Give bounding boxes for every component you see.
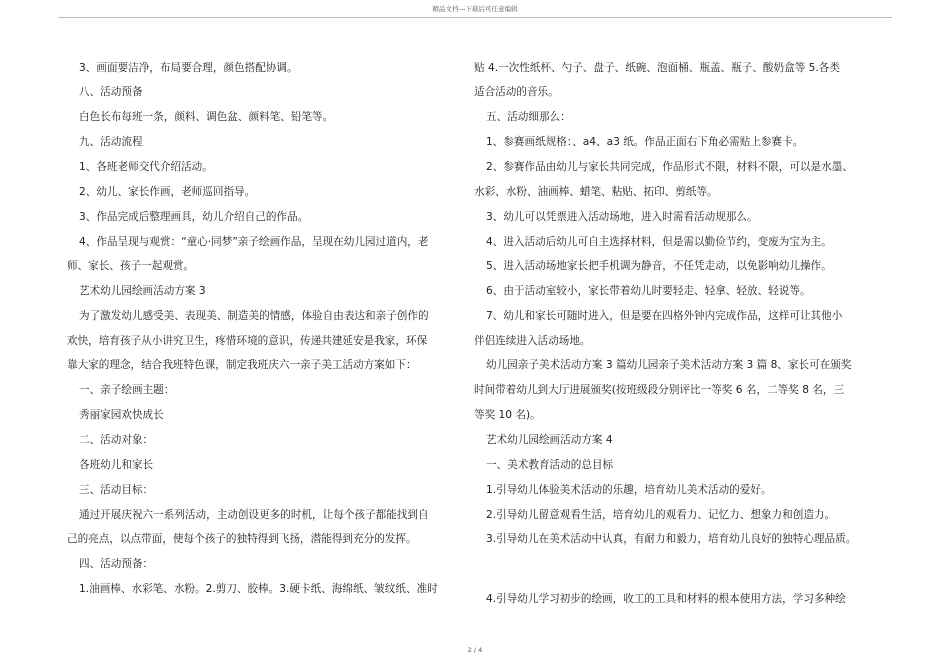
- page-number: 2 / 4: [467, 646, 483, 654]
- paragraph-line: 秀丽家园欢快成长: [79, 409, 164, 421]
- paragraph-line: 7、幼儿和家长可随时进入，但是要在四格外钟内完成作品，这样可让其他小: [486, 310, 843, 322]
- paragraph-line: 1、各班老师交代介绍活动。: [79, 161, 213, 173]
- section-title: 艺术幼儿园绘画活动方案 4: [486, 434, 613, 446]
- paragraph-line: 伴侣连续进入活动场地。: [474, 335, 591, 347]
- paragraph-line: 5、进入活动场地家长把手机调为静音，不任凭走动，以免影响幼儿操作。: [486, 260, 832, 272]
- paragraph-line: 1.引导幼儿体验美术活动的乐趣，培育幼儿美术活动的爱好。: [486, 484, 772, 496]
- paragraph-line: 2.引导幼儿留意观看生活，培育幼儿的观看力、记忆力、想象力和创造力。: [486, 509, 836, 521]
- page-header: 精品文档---下载后可任意编辑: [432, 5, 518, 13]
- paragraph-line: 幼儿园亲子美术活动方案 3 篇幼儿园亲子美术活动方案 3 篇 8、家长可在颁奖: [486, 359, 852, 371]
- paragraph-line: 通过开展庆祝六一系列活动，主动创设更多的时机，让每个孩子都能找到自: [79, 509, 429, 521]
- paragraph-line: 3、画面要洁净，布局要合理，颜色搭配协调。: [79, 62, 298, 74]
- paragraph-line: 3、作品完成后整理画具，幼儿介绍自己的作品。: [79, 211, 309, 223]
- paragraph-line: 欢快，培育孩子从小讲究卫生，疼惜环境的意识，传递共建延安是我家，环保: [67, 335, 428, 347]
- section-heading: 四、活动预备：: [79, 558, 154, 570]
- header-rule: [58, 17, 892, 18]
- paragraph-line: 师、家长、孩子一起观赏。: [67, 260, 195, 272]
- paragraph-line: 3、幼儿可以凭票进入活动场地，进入时需看活动规那么。: [486, 211, 758, 223]
- paragraph-line: 2、幼儿、家长作画，老师巡回指导。: [79, 186, 256, 198]
- paragraph-line: 1、参赛画纸规格：、a4、a3 纸。作品正面右下角必需贴上参赛卡。: [486, 136, 804, 148]
- paragraph-line: 时间带着幼儿到大厅进展颁奖(按班级段分别评比一等奖 6 名，二等奖 8 名，三: [474, 384, 845, 396]
- paragraph-line: 贴 4.一次性纸杯、勺子、盘子、纸碗、泡面桶、瓶盖、瓶子、酸奶盒等 5.各类: [474, 62, 840, 74]
- paragraph-line: 4、作品呈现与观赏：“童心·同梦”亲子绘画作品，呈现在幼儿园过道内，老: [79, 236, 429, 248]
- section-heading: 二、活动对象：: [79, 434, 154, 446]
- paragraph-line: 靠大家的理念，结合我班特色课，制定我班庆六一亲子美工活动方案如下：: [67, 359, 417, 371]
- paragraph-line: 4.引导幼儿学习初步的绘画，收工的工具和材料的根本使用方法，学习多种绘: [486, 593, 846, 605]
- paragraph-line: 各班幼儿和家长: [79, 459, 154, 471]
- paragraph-line: 6、由于活动室较小，家长带着幼儿时要轻走、轻拿、轻放、轻说等。: [486, 285, 811, 297]
- section-heading: 一、亲子绘画主题：: [79, 384, 175, 396]
- paragraph-line: 1.油画棒、水彩笔、水粉。2.剪刀、胶棒。3.硬卡纸、海绵纸、皱纹纸、准时: [79, 583, 438, 595]
- section-heading: 九、活动流程: [79, 136, 143, 148]
- paragraph-line: 3.引导幼儿在美术活动中认真，有耐力和毅力，培育幼儿良好的独特心理品质。: [486, 533, 857, 545]
- section-heading: 八、活动预备: [79, 86, 143, 98]
- paragraph-line: 白色长布每班一条，颜料、调色盆、颜料笔、铅笔等。: [79, 111, 334, 123]
- section-heading: 五、活动细那么：: [486, 111, 571, 123]
- paragraph-line: 4、进入活动后幼儿可自主选择材料，但是需以勤俭节约，变废为宝为主。: [486, 236, 832, 248]
- paragraph-line: 2、参赛作品由幼儿与家长共同完成，作品形式不限，材料不限，可以是水墨、: [486, 161, 853, 173]
- paragraph-line: 适合活动的音乐。: [474, 86, 559, 98]
- section-heading: 三、活动目标：: [79, 484, 154, 496]
- section-title: 艺术幼儿园绘画活动方案 3: [79, 285, 206, 297]
- section-heading: 一、美术教育活动的总目标: [486, 459, 614, 471]
- paragraph-line: 水彩、水粉、油画棒、蜡笔、粘贴、拓印、剪纸等。: [474, 186, 718, 198]
- paragraph-line: 为了激发幼儿感受美、表现美、制造美的情感，体验自由表达和亲子创作的: [79, 310, 429, 322]
- paragraph-line: 等奖 10 名)。: [474, 409, 541, 421]
- paragraph-line: 己的亮点，以点带面，使每个孩子的独特得到飞扬，潜能得到充分的发挥。: [67, 533, 417, 545]
